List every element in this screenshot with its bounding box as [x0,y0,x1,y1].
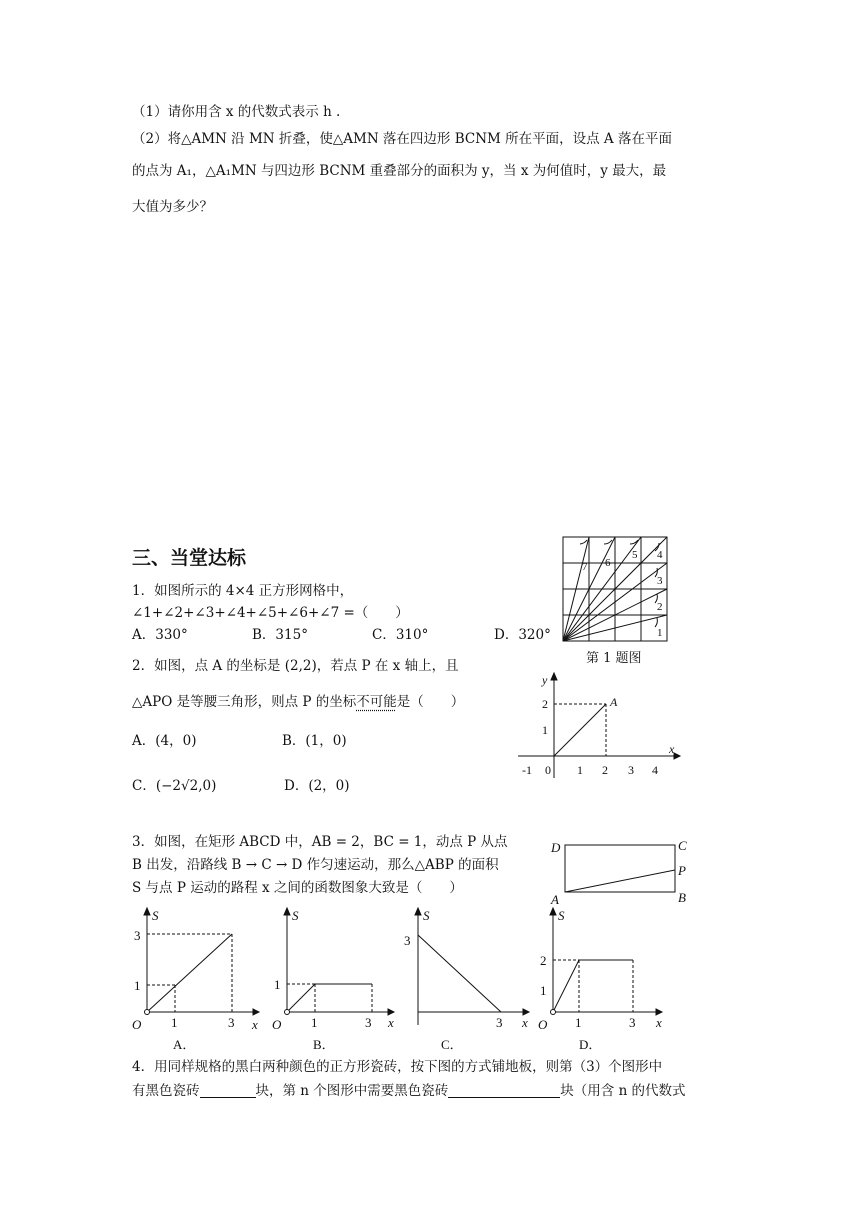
graph-c-x-label: x [522,1015,528,1030]
q2-x-tick-0: 0 [545,763,551,777]
q3-rectangle-figure [548,836,698,906]
angle-label-5: 5 [632,549,638,561]
angle-label-7: 7 [582,561,588,573]
graph-d-s-label: S [558,908,565,923]
graph-option-b [268,905,403,1055]
graph-a-x-label: x [252,1017,258,1032]
rect-label-c: C [678,838,687,853]
q1-expression: ∠1+∠2+∠3+∠4+∠5+∠6+∠7 =（ ） [132,605,409,621]
q2-x-tick-2: 2 [602,763,608,777]
q2-x-tick-neg1: -1 [522,763,532,777]
rect-label-d: D [551,840,561,855]
q4-part-c: 块（用含 n 的代数式 [560,1083,686,1099]
q2-x-tick-3: 3 [628,763,634,777]
graph-c-caption: C． [441,1037,463,1052]
rect-label-a: A [551,892,559,907]
graph-c-y-tick-3: 3 [404,933,411,948]
graph-d-y-tick-1: 1 [540,983,547,998]
angle-label-3: 3 [657,575,663,587]
q3-stem-line3: S 与点 P 运动的路程 x 之间的函数图象大致是（ ） [132,880,463,896]
q2-x-label: x [669,742,675,756]
q4-blank-2[interactable] [448,1083,560,1098]
graph-c-x-tick-3: 3 [496,1015,503,1030]
q4-part-a: 有黑色瓷砖 [132,1083,200,1099]
q2-option-c: C．(−2√2,0) [132,778,217,794]
graph-b-caption: B． [313,1037,335,1052]
q2-coordinate-figure [516,670,686,785]
q2-y-tick-1: 1 [542,723,548,737]
part2-q1: （1）请你用含 x 的代数式表示 h . [132,104,341,120]
part2-q2-line1: （2）将△AMN 沿 MN 折叠，使△AMN 落在四边形 BCNM 所在平面，设点 A 落在平面 [132,131,672,147]
q1-option-d: D．320° [494,627,551,643]
graph-b-y-tick-1: 1 [274,977,281,992]
q1-grid-figure [560,534,670,644]
q2-emphasis: 不可能 [356,694,397,710]
graph-b-origin: O [272,1017,282,1032]
q1-option-c: C．310° [372,627,429,643]
angle-label-1: 1 [657,627,663,639]
graph-option-a [128,905,263,1055]
q2-option-d: D．(2，0) [284,778,350,794]
q2-point-a-label: A [610,695,618,709]
graph-a-x-tick-3: 3 [228,1015,235,1030]
q2-stem-line1: 2．如图，点 A 的坐标是 (2,2)，若点 P 在 x 轴上，且 [132,658,459,674]
q3-stem-line1: 3．如图，在矩形 ABCD 中，AB = 2，BC = 1，动点 P 从点 [132,834,508,850]
q1-option-b: B．315° [252,627,308,643]
graph-option-c [398,905,538,1055]
rect-label-b: B [678,890,686,905]
q2-stem-part-c: 是（ ） [396,694,465,710]
graph-a-s-label: S [152,908,159,923]
q2-stem-line2 [132,693,464,711]
graph-c-s-label: S [423,908,430,923]
graph-d-x-tick-1: 1 [575,1015,582,1030]
graph-a-caption: A． [173,1037,196,1052]
graph-d-origin: O [538,1017,548,1032]
q4-stem-line1: 4．用同样规格的黑白两种颜色的正方形瓷砖，按下图的方式铺地板，则第（3）个图形中 [132,1059,663,1075]
part2-q2-line2: 的点为 A₁，△A₁MN 与四边形 BCNM 重叠部分的面积为 y，当 x 为何值时，y 最大，最 [132,163,667,179]
graph-b-x-tick-1: 1 [311,1015,318,1030]
graph-b-s-label: S [292,908,299,923]
graph-a-y-tick-3: 3 [134,928,141,943]
graph-d-y-tick-2: 2 [540,953,547,968]
angle-label-6: 6 [605,557,611,569]
graph-d-caption: D． [579,1037,602,1052]
graph-b-x-tick-3: 3 [365,1015,372,1030]
graph-d-x-tick-3: 3 [629,1015,636,1030]
q2-stem-part-a: △APO 是等腰三角形，则点 P 的坐标 [132,694,357,710]
q4-stem-line2 [132,1082,686,1100]
q2-x-tick-4: 4 [652,763,658,777]
graph-d-x-label: x [656,1015,662,1030]
graph-a-y-tick-1: 1 [134,978,141,993]
q3-stem-line2: B 出发，沿路线 B → C → D 作匀速运动，那么△ABP 的面积 [132,857,499,873]
angle-label-2: 2 [657,601,663,613]
rect-label-p: P [678,863,686,878]
graph-a-x-tick-1: 1 [171,1015,178,1030]
q2-y-tick-2: 2 [542,697,548,711]
q2-option-b: B．(1，0) [282,733,347,749]
q1-option-a: A．330° [132,627,188,643]
q1-stem: 1．如图所示的 4×4 正方形网格中， [132,583,354,599]
q4-blank-1[interactable] [200,1083,256,1098]
graph-option-d [534,905,674,1055]
q2-y-label: y [542,673,548,687]
section-heading: 三、当堂达标 [132,547,247,569]
q1-figure-caption: 第 1 题图 [586,651,642,666]
q2-option-a: A．(4，0) [132,733,197,749]
q2-x-tick-1: 1 [577,763,583,777]
angle-label-4: 4 [657,549,663,561]
part2-q2-line3: 大值为多少？ [132,199,213,215]
q4-part-b: 块，第 n 个图形中需要黑色瓷砖 [255,1083,449,1099]
graph-a-origin: O [132,1017,142,1032]
graph-b-x-label: x [388,1015,394,1030]
